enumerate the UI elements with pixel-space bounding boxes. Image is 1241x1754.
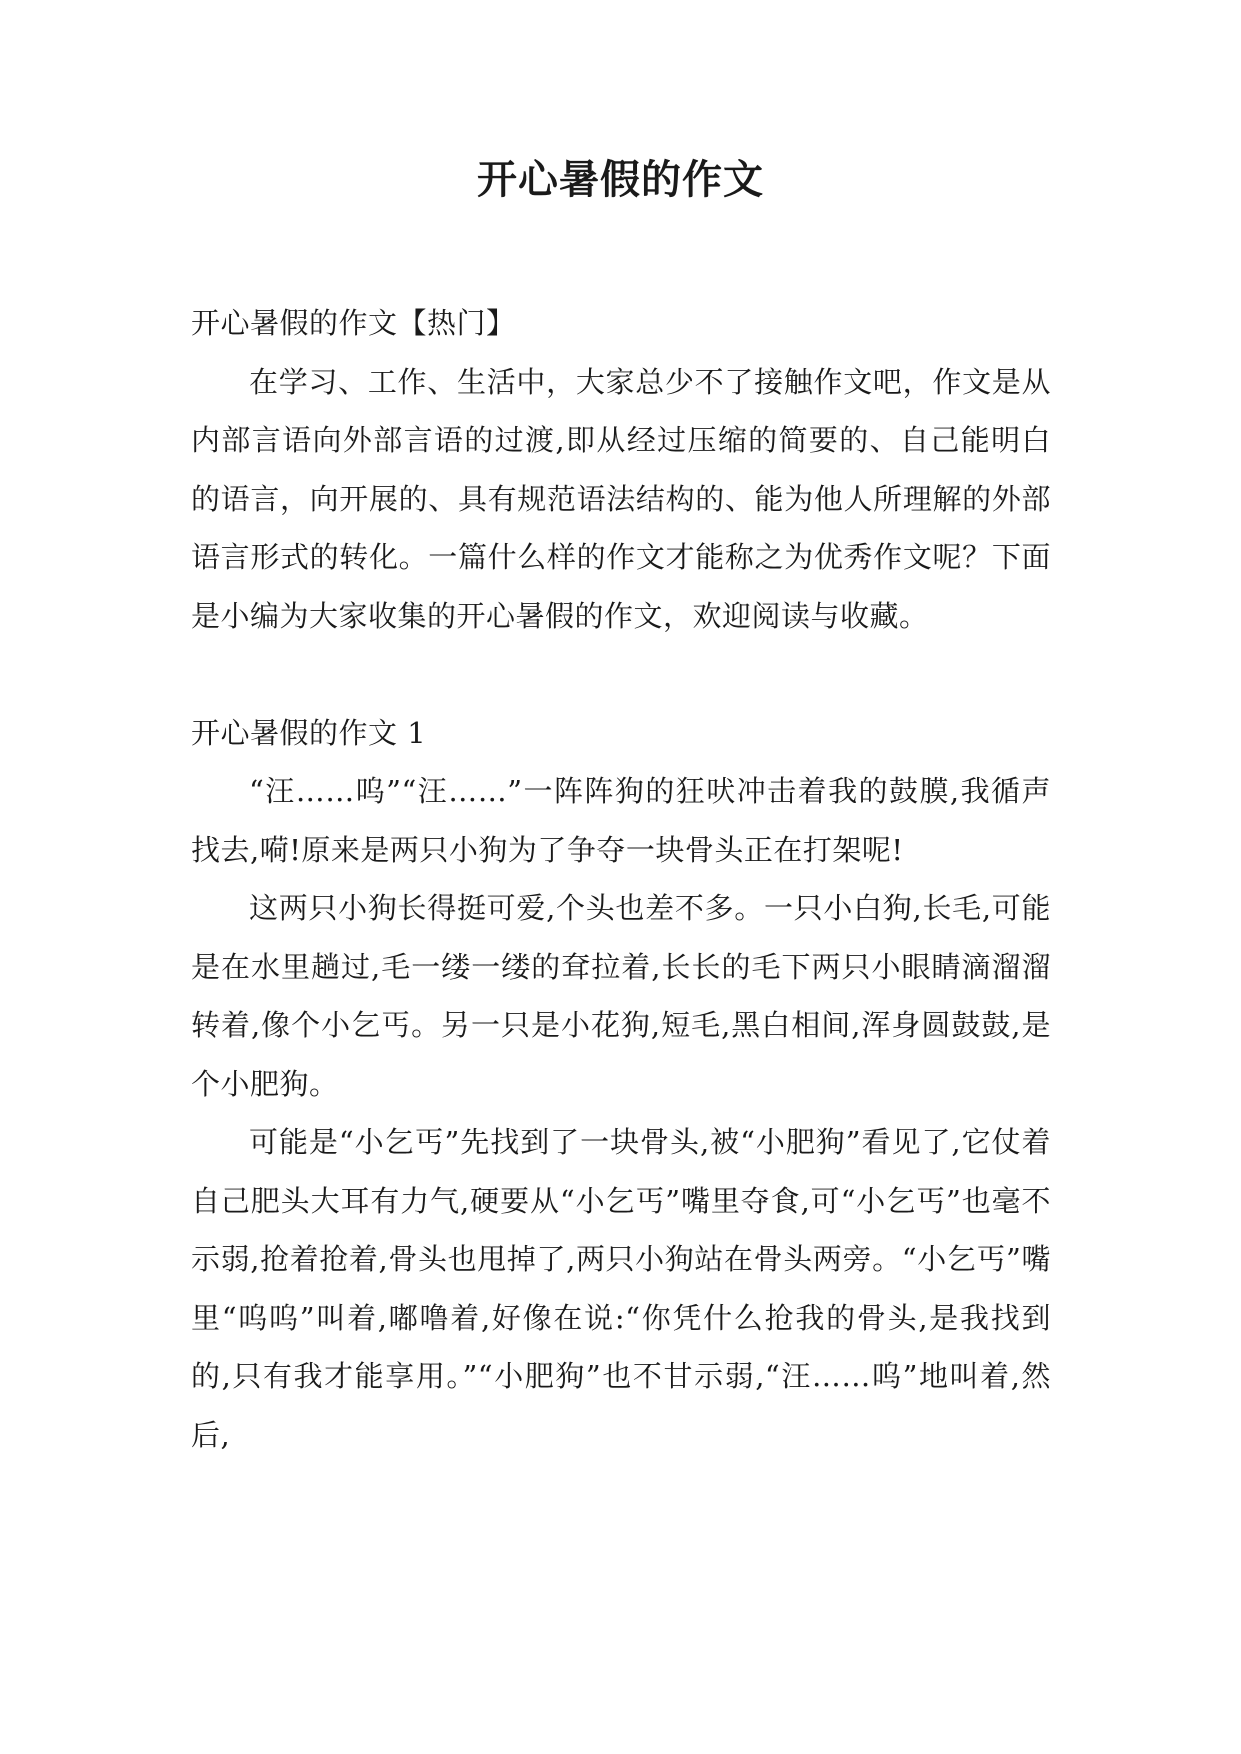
document-subtitle: 开心暑假的作文【热门】 (191, 306, 516, 340)
section-heading: 开心暑假的作文 1 (191, 715, 427, 750)
page-title: 开心暑假的作文 (477, 157, 764, 203)
body-paragraph: “汪……呜”“汪……”一阵阵狗的狂吠冲击着我的鼓膜,我循声找去,嗬!原来是两只小狗为了争夺一块骨头正在打架呢! (191, 774, 1051, 867)
body-paragraph: 这两只小狗长得挺可爱,个头也差不多。一只小白狗,长毛,可能是在水里趟过,毛一缕一缕的耷拉着,长长的毛下两只小眼睛滴溜溜转着,像个小乞丐。另一只是小花狗,短毛,黑白相间,浑身圆鼓鼓,是个小肥狗。 (191, 891, 1051, 1101)
intro-paragraph: 在学习、工作、生活中，大家总少不了接触作文吧，作文是从内部言语向外部言语的过渡,即从经过压缩的简要的、自己能明白的语言，向开展的、具有规范语法结构的、能为他人所理解的外部语言形式的转化。一篇什么样的作文才能称之为优秀作文呢？下面是小编为大家收集的开心暑假的作文，欢迎阅读与收藏。 (191, 364, 1051, 633)
section-spacer (191, 645, 1051, 704)
body-paragraph: 可能是“小乞丐”先找到了一块骨头,被“小肥狗”看见了,它仗着自己肥头大耳有力气,硬要从“小乞丐”嘴里夺食,可“小乞丐”也毫不示弱,抢着抢着,骨头也甩掉了,两只小狗站在骨头两旁。“小乞丐”嘴里“呜呜”叫着,嘟噜着,好像在说:“你凭什么抢我的骨头,是我找到的,只有我才能享用。”“小肥狗”也不甘示弱,“汪……呜”地叫着,然后, (191, 1125, 1051, 1452)
document-body (191, 294, 1051, 1464)
